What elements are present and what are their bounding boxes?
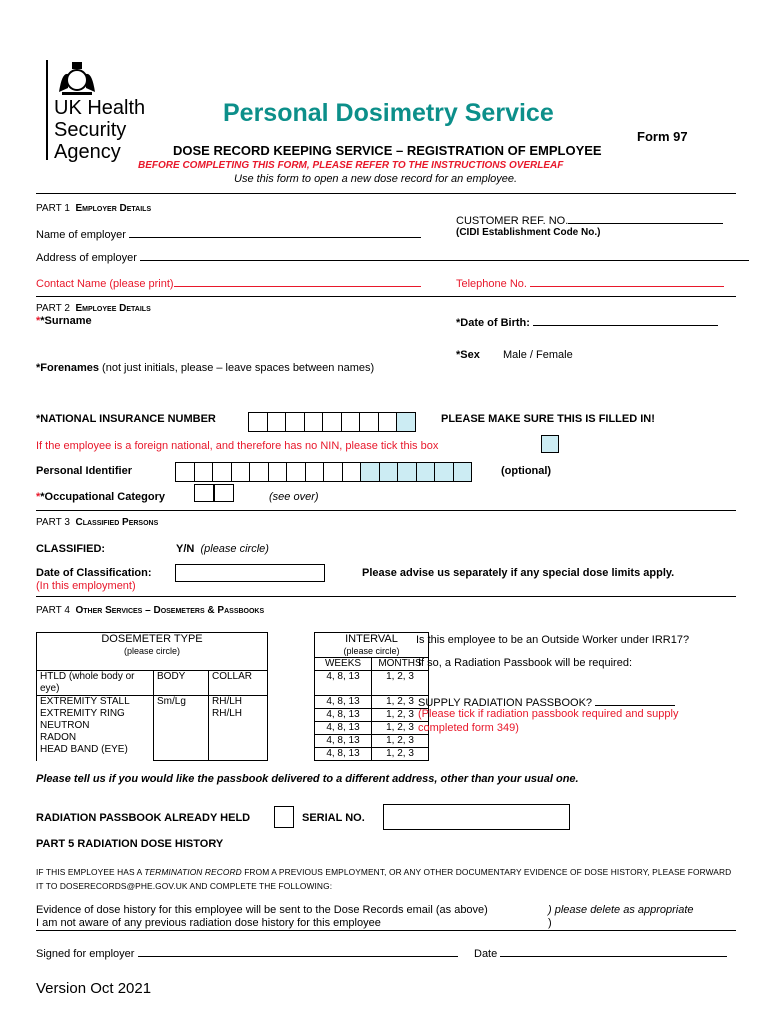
- special-dose-limits-note: Please advise us separately if any special dose limits apply.: [362, 567, 675, 579]
- version-label: Version Oct 2021: [36, 980, 152, 997]
- table-row-name: NEUTRON: [40, 720, 90, 731]
- divider: [36, 596, 736, 597]
- weeks-cell[interactable]: 4, 8, 13: [315, 735, 371, 748]
- outside-worker-question: Is this employee to be an Outside Worker under IRR17?: [416, 634, 690, 646]
- occupational-category-label: **Occupational Category: [36, 491, 165, 503]
- collar-option[interactable]: COLLAR: [209, 671, 268, 696]
- part4-heading: PART 4 Other Services – Dosemeters & Passbooks: [36, 605, 265, 616]
- optional-note: (optional): [501, 465, 552, 477]
- char-box[interactable]: [342, 462, 362, 482]
- htld-label: HTLD (whole body or eye): [37, 671, 154, 696]
- foreign-national-text: If the employee is a foreign national, and therefore has no NIN, please tick this box: [36, 440, 439, 452]
- classification-date-note: (In this employment): [36, 580, 136, 592]
- body-option[interactable]: BODY: [154, 671, 209, 696]
- char-box[interactable]: [379, 462, 399, 482]
- char-box[interactable]: [397, 462, 417, 482]
- char-box[interactable]: [322, 412, 342, 432]
- table-row-name: RADON: [40, 732, 77, 743]
- months-cell[interactable]: 1, 2, 3: [372, 722, 428, 735]
- tick-passbook-note: (Please tick if radiation passbook required and supply completed form 349): [418, 708, 679, 734]
- passbook-held-checkbox[interactable]: [274, 806, 294, 828]
- char-box[interactable]: [396, 412, 416, 432]
- char-box[interactable]: [231, 462, 251, 482]
- table-row-name: EXTREMITY RING: [40, 708, 125, 719]
- char-box[interactable]: [249, 462, 269, 482]
- logo-line: Security: [54, 119, 127, 141]
- char-box[interactable]: [378, 412, 398, 432]
- part5-heading: PART 5 RADIATION DOSE HISTORY: [36, 838, 224, 850]
- sex-label: *Sex: [456, 349, 480, 361]
- part3-heading: PART 3 Classified Persons: [36, 517, 159, 528]
- occupational-box[interactable]: [194, 484, 214, 502]
- warning-text: BEFORE COMPLETING THIS FORM, PLEASE REFER TO THE INSTRUCTIONS OVERLEAF: [138, 160, 564, 171]
- occupational-box[interactable]: [214, 484, 234, 502]
- logo-line: UK Health: [54, 97, 146, 119]
- char-box[interactable]: [341, 412, 361, 432]
- royal-crest-icon: [54, 58, 100, 98]
- dob-field[interactable]: *Date of Birth:: [456, 315, 718, 329]
- divider: [36, 510, 736, 511]
- employer-name-field[interactable]: Name of employer: [36, 227, 421, 241]
- foreign-national-checkbox[interactable]: [541, 435, 559, 453]
- sex-options[interactable]: Male / Female: [503, 349, 573, 361]
- nin-label: *NATIONAL INSURANCE NUMBER: [36, 413, 216, 425]
- part1-heading: PART 1 Employer Details: [36, 203, 152, 214]
- char-box[interactable]: [453, 462, 473, 482]
- nin-warning: PLEASE MAKE SURE THIS IS FILLED IN!: [441, 413, 655, 425]
- char-box[interactable]: [285, 412, 305, 432]
- classification-date-input[interactable]: [175, 564, 325, 582]
- page-title: Personal Dosimetry Service: [223, 99, 554, 127]
- char-box[interactable]: [194, 462, 214, 482]
- weeks-cell[interactable]: 4, 8, 13: [315, 709, 371, 722]
- telephone-field[interactable]: Telephone No.: [456, 276, 724, 290]
- employer-address-field[interactable]: Address of employer: [36, 250, 749, 264]
- months-cell[interactable]: 1, 2, 3: [372, 735, 428, 748]
- part2-heading: PART 2 Employee Details: [36, 303, 151, 314]
- logo-text: [54, 97, 145, 163]
- ring-hand-option[interactable]: RH/LH: [212, 708, 243, 719]
- classified-label: CLASSIFIED:: [36, 543, 106, 555]
- htld-months[interactable]: 1, 2, 3: [372, 671, 429, 696]
- passbook-required-note: If so, a Radiation Passbook will be required:: [418, 657, 633, 669]
- form-number: Form 97: [637, 129, 688, 144]
- char-box[interactable]: [416, 462, 436, 482]
- table-row-name: EXTREMITY STALL: [40, 696, 130, 707]
- dosemeter-type-header: DOSEMETER TYPE (please circle): [37, 633, 268, 658]
- date-field[interactable]: Date: [474, 946, 727, 960]
- forenames-input[interactable]: [36, 376, 736, 406]
- different-address-note: Please tell us if you would like the passbook delivered to a different address, other than your usual one.: [36, 773, 579, 785]
- char-box[interactable]: [212, 462, 232, 482]
- dosemeter-table: [36, 632, 429, 761]
- weeks-cell[interactable]: 4, 8, 13: [315, 696, 371, 709]
- stall-hand-option[interactable]: RH/LH: [212, 696, 243, 707]
- char-box[interactable]: [286, 462, 306, 482]
- months-cell[interactable]: 1, 2, 3: [372, 696, 428, 709]
- surname-label: **Surname: [36, 315, 92, 327]
- char-box[interactable]: [323, 462, 343, 482]
- logo-rule: [46, 60, 48, 160]
- divider: [36, 296, 736, 297]
- surname-input[interactable]: [36, 328, 436, 352]
- weeks-cell[interactable]: 4, 8, 13: [326, 748, 360, 759]
- personal-identifier-label: Personal Identifier: [36, 465, 132, 477]
- char-box[interactable]: [360, 462, 380, 482]
- classified-yn[interactable]: Y/N (please circle): [176, 543, 269, 555]
- signed-for-employer-field[interactable]: Signed for employer: [36, 946, 458, 960]
- months-header: MONTHS: [372, 658, 429, 671]
- serial-number-input[interactable]: [383, 804, 570, 830]
- char-box[interactable]: [267, 412, 287, 432]
- divider: [36, 930, 736, 931]
- cidi-note: (CIDI Establishment Code No.): [456, 227, 601, 238]
- see-over-note: (see over): [269, 491, 319, 503]
- serial-number-label: SERIAL NO.: [302, 812, 365, 824]
- delete-note: ) please delete as appropriate: [548, 904, 694, 916]
- char-box[interactable]: [248, 412, 268, 432]
- passbook-held-label: RADIATION PASSBOOK ALREADY HELD: [36, 812, 251, 824]
- unaware-option[interactable]: I am not aware of any previous radiation dose history for this employee: [36, 917, 381, 929]
- char-box[interactable]: [305, 462, 325, 482]
- weeks-header: WEEKS: [315, 658, 372, 671]
- stall-size-option[interactable]: Sm/Lg: [157, 696, 186, 707]
- htld-weeks[interactable]: 4, 8, 13: [315, 671, 372, 696]
- char-box[interactable]: [434, 462, 454, 482]
- interval-header: INTERVAL (please circle): [315, 633, 429, 658]
- forenames-label: *Forenames (not just initials, please – leave spaces between names): [36, 362, 375, 374]
- contact-name-field[interactable]: Contact Name (please print): [36, 276, 421, 290]
- part5-instructions: IF THIS EMPLOYEE HAS A TERMINATION RECORD FROM A PREVIOUS EMPLOYMENT, OR ANY OTHER DOCUMENTARY EVIDENCE OF DOSE HISTORY, PLEASE FORWARD IT TO DOSERECORDS@PHE.GOV.UK AND COMPLETE THE FOLLOWING:: [36, 867, 732, 891]
- months-cell[interactable]: 1, 2, 3: [372, 709, 428, 722]
- char-box[interactable]: [268, 462, 288, 482]
- classification-date-label: Date of Classification:: [36, 567, 152, 579]
- intro-text: Use this form to open a new dose record for an employee.: [234, 173, 518, 185]
- delete-note-close: ): [548, 917, 552, 929]
- months-cell[interactable]: 1, 2, 3: [386, 748, 414, 759]
- char-box[interactable]: [359, 412, 379, 432]
- evidence-option[interactable]: Evidence of dose history for this employee will be sent to the Dose Records email (as above): [36, 904, 488, 916]
- customer-ref-field[interactable]: CUSTOMER REF. NO.: [456, 213, 723, 227]
- char-box[interactable]: [175, 462, 195, 482]
- char-box[interactable]: [304, 412, 324, 432]
- table-row-name: HEAD BAND (EYE): [40, 744, 128, 755]
- form-subtitle: DOSE RECORD KEEPING SERVICE – REGISTRATION OF EMPLOYEE: [173, 143, 602, 158]
- weeks-cell[interactable]: 4, 8, 13: [315, 722, 371, 735]
- divider: [36, 193, 736, 194]
- logo-line: Agency: [54, 141, 121, 163]
- supply-passbook-field[interactable]: SUPPLY RADIATION PASSBOOK?: [418, 695, 675, 709]
